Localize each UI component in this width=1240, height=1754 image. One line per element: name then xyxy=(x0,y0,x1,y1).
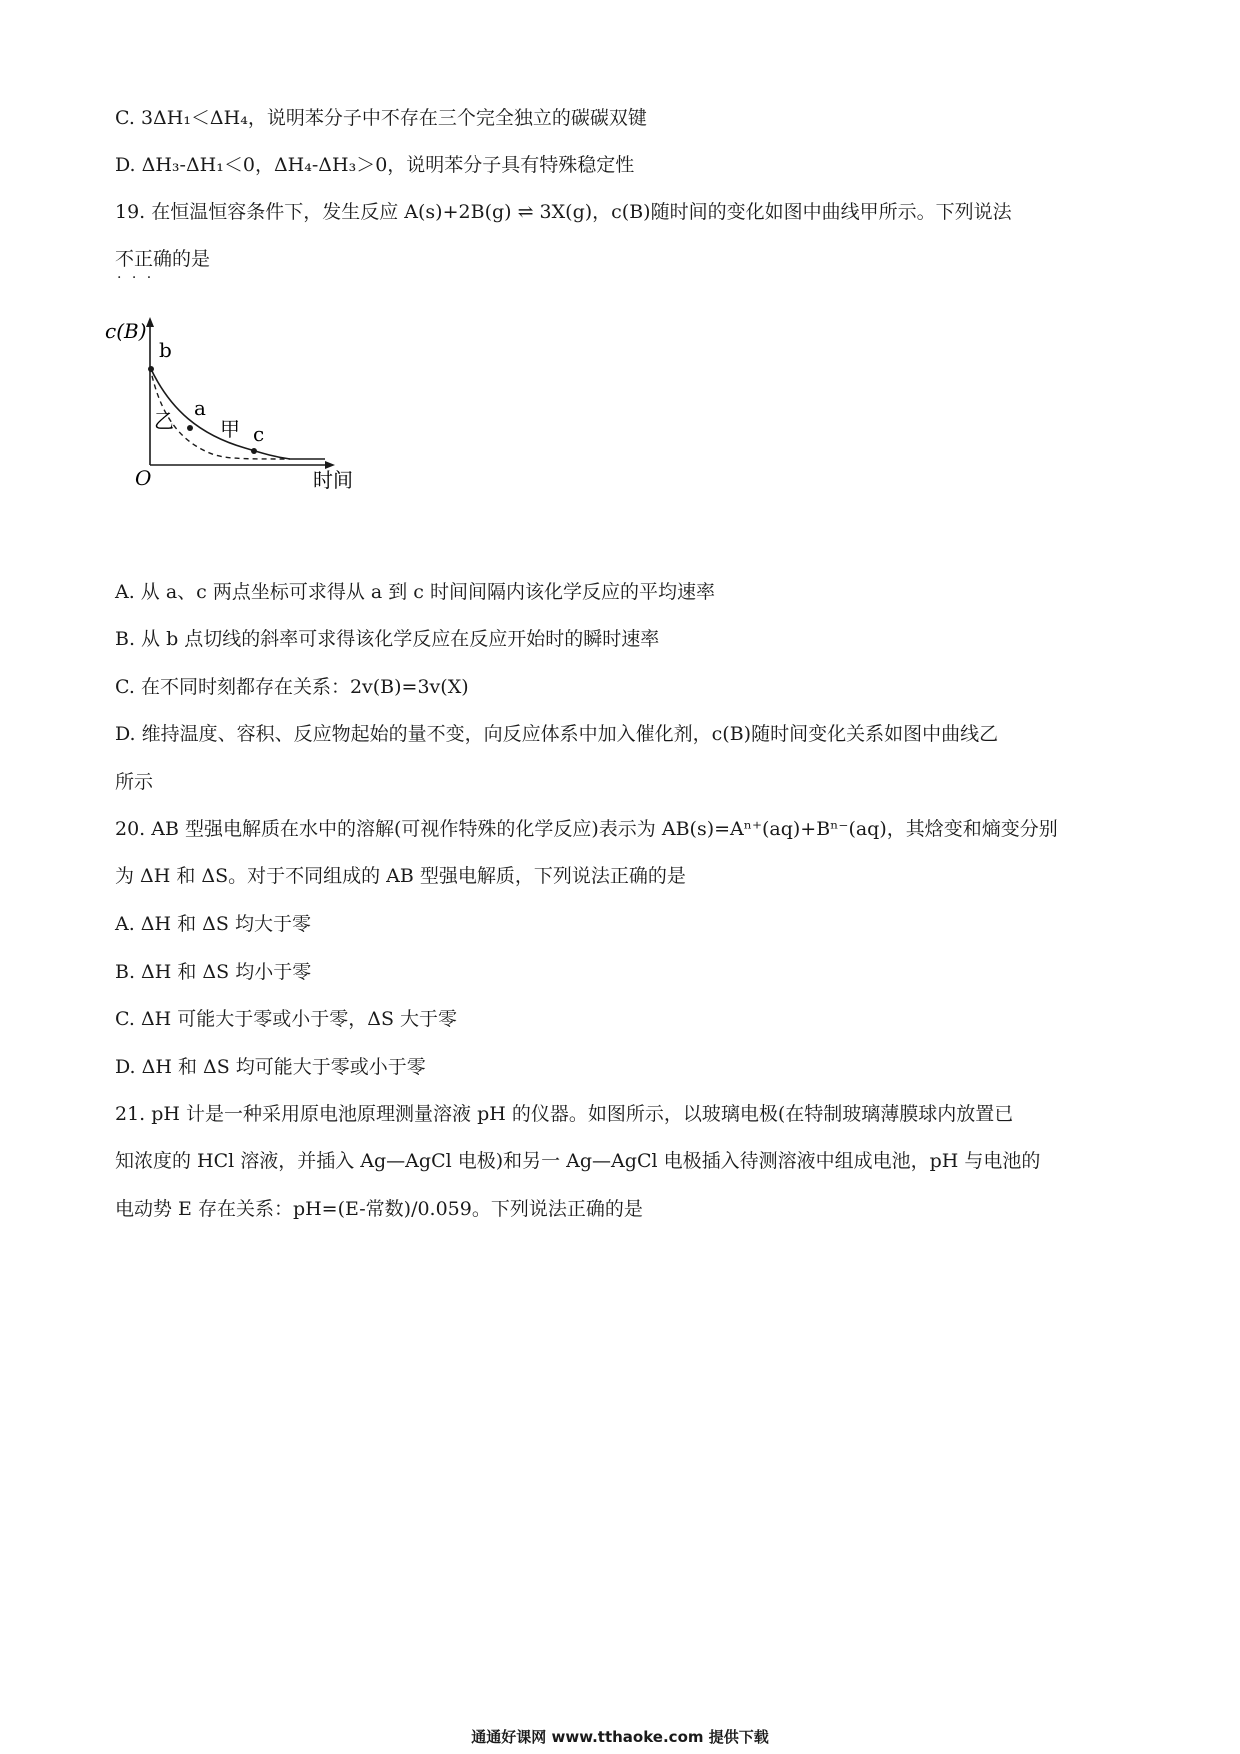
q19-option-d: D. 维持温度、容积、反应物起始的量不变，向反应体系中加入催化剂，c(B)随时间变化关系如图中曲线乙 xyxy=(115,723,999,745)
concentration-time-diagram xyxy=(105,315,425,555)
point-c-label: c xyxy=(253,422,265,446)
question-21-stem-cont: 知浓度的 HCl 溶液，并插入 Ag—AgCl 电极)和另一 Ag—AgCl 电极插入待测溶液中组成电池，pH 与电池的 xyxy=(115,1150,1041,1172)
question-21-stem: 21. pH 计是一种采用原电池原理测量溶液 pH 的仪器。如图所示，以玻璃电极(在特制玻璃薄膜球内放置已 xyxy=(115,1103,1014,1125)
q20-option-c: C. ΔH 可能大于零或小于零，ΔS 大于零 xyxy=(115,1008,458,1030)
q19-option-c: C. 在不同时刻都存在关系：2v(B)=3v(X) xyxy=(115,676,469,698)
q20-option-a: A. ΔH 和 ΔS 均大于零 xyxy=(115,913,311,935)
question-19-stem: 19. 在恒温恒容条件下，发生反应 A(s)+2B(g) ⇌ 3X(g)，c(B)随时间的变化如图中曲线甲所示。下列说法 xyxy=(115,201,1012,223)
y-axis-arrow xyxy=(146,317,154,327)
point-c-dot xyxy=(251,448,257,454)
q19-option-d-cont: 所示 xyxy=(115,771,154,793)
q19-option-b: B. 从 b 点切线的斜率可求得该化学反应在反应开始时的瞬时速率 xyxy=(115,628,660,650)
curve-jia xyxy=(150,367,325,459)
question-20-stem-cont: 为 ΔH 和 ΔS。对于不同组成的 AB 型强电解质，下列说法正确的是 xyxy=(115,865,686,887)
option-c-benzene: C. 3ΔH₁＜ΔH₄，说明苯分子中不存在三个完全独立的碳碳双键 xyxy=(115,107,647,129)
question-19-stem-end xyxy=(115,247,210,271)
q20-option-b: B. ΔH 和 ΔS 均小于零 xyxy=(115,961,312,983)
origin-label: O xyxy=(135,466,152,490)
emphasized-text: 不正确 · · · xyxy=(115,248,172,270)
q19-option-a: A. 从 a、c 两点坐标可求得从 a 到 c 时间间隔内该化学反应的平均速率 xyxy=(115,581,715,603)
point-a-dot xyxy=(187,425,193,431)
point-b-dot xyxy=(148,366,154,372)
curve-jia-label: 甲 xyxy=(220,417,240,441)
curve-yi-label: 乙 xyxy=(154,409,174,433)
option-d-benzene: D. ΔH₃-ΔH₁＜0，ΔH₄-ΔH₃＞0，说明苯分子具有特殊稳定性 xyxy=(115,154,635,176)
point-a-label: a xyxy=(194,396,206,420)
point-b-label: b xyxy=(159,338,172,362)
x-axis-label: 时间 xyxy=(313,468,353,492)
stem-tail: 的是 xyxy=(172,248,211,270)
question-20-stem: 20. AB 型强电解质在水中的溶解(可视作特殊的化学反应)表示为 AB(s)=Aⁿ⁺(aq)+Bⁿ⁻(aq)，其焓变和熵变分别 xyxy=(115,818,1058,840)
page-footer: 通通好课网 www.tthaoke.com 提供下载 xyxy=(471,1728,769,1746)
q20-option-d: D. ΔH 和 ΔS 均可能大于零或小于零 xyxy=(115,1056,426,1078)
question-21-stem-end: 电动势 E 存在关系：pH=(E-常数)/0.059。下列说法正确的是 xyxy=(115,1198,643,1220)
y-axis-label: c(B) xyxy=(105,319,147,343)
